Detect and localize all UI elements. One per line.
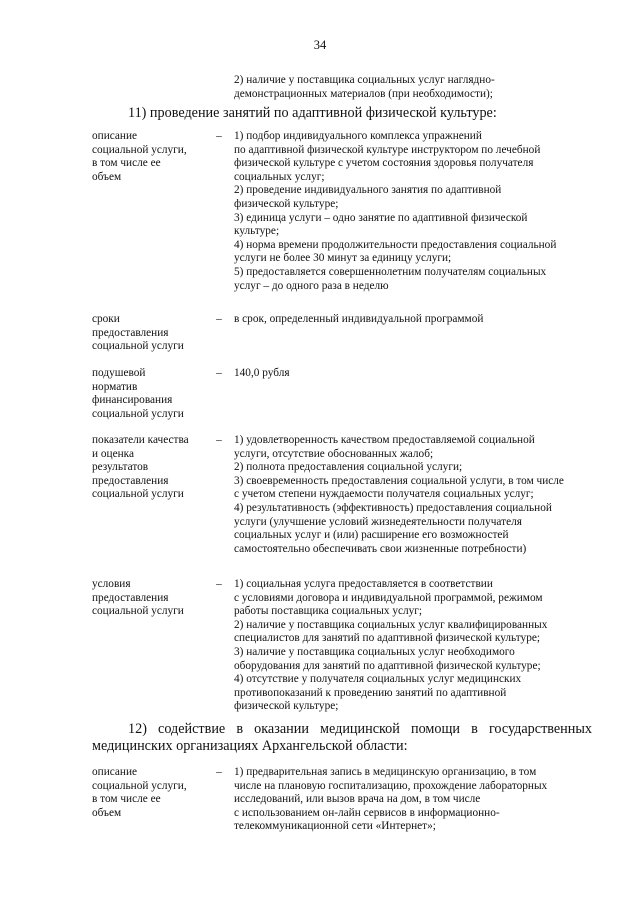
value-line: 3) единица услуги – одно занятие по адаптивной физической [234,211,528,224]
label-line: в том числе ее [92,157,161,170]
row-value [234,434,602,556]
label-line: социальной услуги [92,407,184,420]
label-line: предоставления [92,591,169,604]
label-line: и оценка [92,447,134,460]
value-line: телекоммуникационной сети «Интернет»; [234,820,436,833]
value-line: 4) результативность (эффективность) предоставления социальной [234,501,552,514]
page-number: 34 [313,38,327,52]
value-line: 4) отсутствие у получателя социальных услуг медицинских [234,673,522,686]
row-value [234,578,602,714]
value-line: услуги (улучшение условий жизнедеятельности получателя [234,515,522,528]
value-line: оборудования для занятий по адаптивной физической культуре; [234,659,541,672]
label-line: социальной услуги [92,340,184,353]
dash-separator: – [216,313,222,325]
value-line: 2) проведение индивидуального занятия по адаптивной [234,184,502,197]
row-value [234,766,602,834]
section-11-heading: 11) проведение занятий по адаптивной физической культуре: [128,105,497,121]
value-line: 3) наличие у поставщика социальных услуг необходимого [234,645,515,658]
text-line: 2) наличие у поставщика социальных услуг наглядно- [234,74,495,86]
value-line: с учетом степени нуждаемости получателя социальных услуг; [234,488,534,501]
value-line: 4) норма времени продолжительности предоставления социальной [234,238,557,251]
row-label [92,130,204,184]
label-line: условия [92,578,131,590]
value-line: 1) предварительная запись в медицинскую организацию, в том [234,766,537,778]
row-label [92,434,204,502]
row-value [234,130,602,293]
label-line: предоставления [92,326,169,339]
value-line: услуги не более 30 минут за единицу услуги; [234,252,452,265]
label-line: социальной услуги, [92,143,187,156]
label-line: финансирования [92,394,173,407]
dash-separator: – [216,367,222,379]
value-line: услуги, отсутствие обоснованных жалоб; [234,447,434,460]
value-line: 140,0 рубля [234,367,290,379]
value-line: 2) полнота предоставления социальной услуги; [234,461,463,474]
value-line: противопоказаний к проведению занятий по адаптивной [234,686,507,699]
row-label [92,766,204,820]
label-line: объем [92,170,122,183]
label-line: показатели качества [92,434,189,446]
value-line: услуг – до одного раза в неделю [234,279,389,292]
dash-separator: – [216,766,222,778]
label-line: описание [92,766,138,778]
value-line: числе на плановую госпитализацию, прохождение лабораторных [234,779,548,792]
value-line: 2) наличие у поставщика социальных услуг квалифицированных [234,618,548,631]
value-line: социальных услуг и (или) расширение его возможностей [234,529,509,542]
label-line: сроки [92,313,120,325]
value-line: социальных услуг; [234,170,325,183]
value-line: физической культуре с учетом состояния здоровья получателя [234,157,534,170]
label-line: социальной услуги [92,488,184,501]
value-line: самостоятельно обеспечивать свои жизненные потребности) [234,542,527,555]
dash-separator: – [216,578,222,590]
value-line: с условиями договора и индивидуальной программой, режимом [234,591,543,604]
label-line: предоставления [92,474,169,487]
value-line: с использованием он-лайн сервисов в информационно- [234,806,500,819]
value-line: 1) подбор индивидуального комплекса упражнений [234,130,482,142]
row-value [234,313,602,327]
label-line: объем [92,806,122,819]
row-label [92,367,204,421]
label-line: подушевой [92,367,146,379]
label-line: в том числе ее [92,793,161,806]
label-line: описание [92,130,138,142]
value-line: 1) удовлетворенность качеством предоставляемой социальной [234,434,535,446]
value-line: специалистов для занятий по адаптивной физической культуре; [234,632,540,645]
row-label [92,578,204,619]
value-line: исследований, или вызов врача на дом, в том числе [234,793,481,806]
section-12-heading: 12) содействие в оказании медицинской помощи в государственных медицинских организациях Архангельской области: [92,721,592,754]
value-line: культуре; [234,225,280,238]
label-line: социальной услуги [92,605,184,618]
value-line: физической культуре; [234,700,339,713]
dash-separator: – [216,434,222,446]
continuation-text [234,74,594,101]
value-line: 1) социальная услуга предоставляется в соответствии [234,578,493,590]
value-line: физической культуре; [234,197,339,210]
label-line: социальной услуги, [92,779,187,792]
value-line: 5) предоставляется совершеннолетним получателям социальных [234,265,547,278]
label-line: норматив [92,380,138,393]
text-line: демонстрационных материалов (при необходимости); [234,87,493,100]
dash-separator: – [216,130,222,142]
label-line: результатов [92,461,149,474]
row-label [92,313,204,354]
row-value [234,367,602,381]
value-line: в срок, определенный индивидуальной программой [234,313,484,325]
value-line: 3) своевременность предоставления социальной услуги, в том числе [234,474,564,487]
value-line: работы поставщика социальных услуг; [234,605,423,618]
value-line: по адаптивной физической культуре инструктором по лечебной [234,143,541,156]
